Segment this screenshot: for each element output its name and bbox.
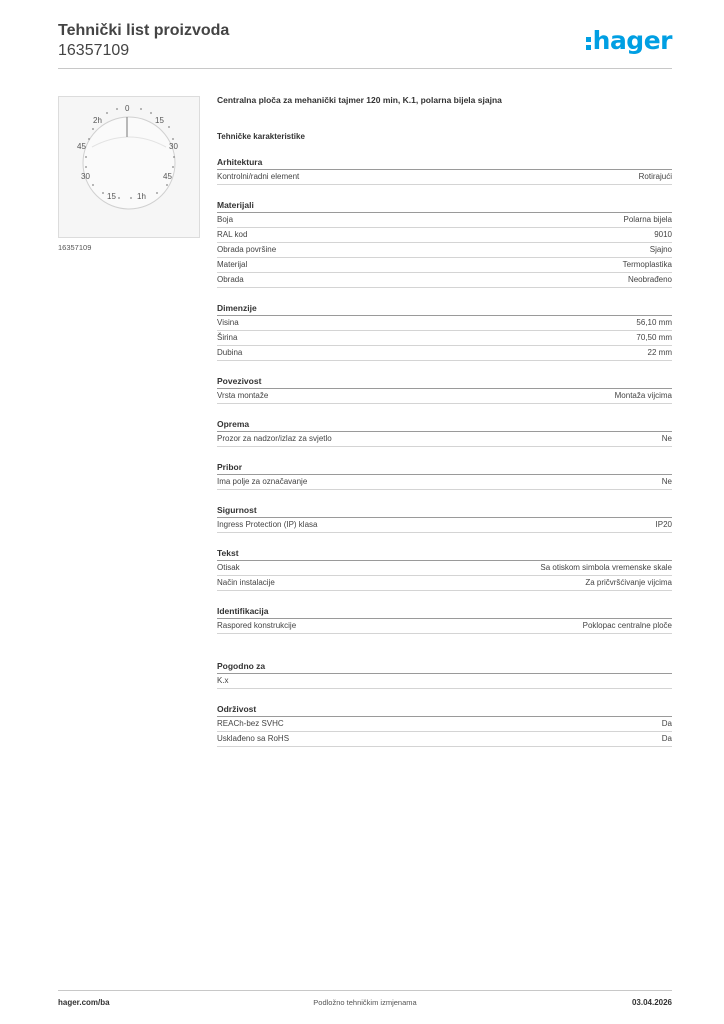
spec-section-title: Oprema — [217, 419, 672, 432]
dial-label-15-right: 15 — [155, 116, 164, 125]
spec-label: Kontrolni/radni element — [217, 172, 300, 181]
spec-section — [217, 606, 672, 634]
spec-section-title: Dimenzije — [217, 303, 672, 316]
spec-value: Sa otiskom simbola vremenske skale — [540, 563, 672, 572]
spec-label: REACh-bez SVHC — [217, 719, 284, 728]
spec-row — [217, 518, 672, 533]
spec-label: Vrsta montaže — [217, 391, 269, 400]
spec-label: RAL kod — [217, 230, 248, 239]
spec-value: Za pričvršćivanje vijcima — [585, 578, 672, 587]
spec-section — [217, 704, 672, 747]
spec-section — [217, 462, 672, 490]
spec-row — [217, 331, 672, 346]
spec-value: Montaža vijcima — [614, 391, 672, 400]
document-footer — [58, 990, 672, 1010]
spec-row — [217, 243, 672, 258]
spec-label: Način instalacije — [217, 578, 275, 587]
spec-row — [217, 170, 672, 185]
spec-row — [217, 576, 672, 591]
spec-row — [217, 674, 672, 689]
spec-section — [217, 419, 672, 447]
technical-characteristics-heading: Tehničke karakteristike — [217, 132, 305, 141]
spec-value: IP20 — [655, 520, 672, 529]
spec-label: Boja — [217, 215, 234, 224]
spec-section-title: Arhitektura — [217, 157, 672, 170]
spec-section-title: Tekst — [217, 548, 672, 561]
timer-dial-illustration — [59, 97, 199, 237]
spec-label: Širina — [217, 333, 238, 342]
spec-section — [217, 157, 672, 185]
spec-row — [217, 273, 672, 288]
spec-label: Obrada — [217, 275, 244, 284]
spec-row — [217, 258, 672, 273]
spec-section-title: Sigurnost — [217, 505, 672, 518]
dial-label-0: 0 — [125, 104, 130, 113]
spec-value: Poklopac centralne ploče — [582, 621, 672, 630]
spec-value: Rotirajući — [638, 172, 672, 181]
spec-value: Termoplastika — [622, 260, 672, 269]
spec-row — [217, 346, 672, 361]
spec-section — [217, 303, 672, 361]
dial-label-1h: 1h — [137, 192, 146, 201]
product-description: Centralna ploča za mehanički tajmer 120 min, K.1, polarna bijela sjajna — [217, 95, 502, 105]
spec-value: 70,50 mm — [636, 333, 672, 342]
spec-section-title: Povezivost — [217, 376, 672, 389]
footer-website: hager.com/ba — [58, 998, 110, 1007]
spec-section-title: Pogodno za — [217, 661, 672, 674]
document-header — [58, 22, 672, 70]
spec-section — [217, 200, 672, 288]
product-number: 16357109 — [58, 42, 130, 59]
spec-value: Sjajno — [649, 245, 672, 254]
spec-label: Materijal — [217, 260, 248, 269]
spec-label: Visina — [217, 318, 239, 327]
dial-label-30-left: 30 — [81, 172, 90, 181]
spec-value: Da — [661, 734, 672, 743]
product-image — [58, 96, 200, 238]
spec-section-title: Održivost — [217, 704, 672, 717]
spec-row — [217, 432, 672, 447]
spec-label: Usklađeno sa RoHS — [217, 734, 290, 743]
specification-content — [217, 95, 672, 747]
spec-row — [217, 732, 672, 747]
spec-value: Da — [661, 719, 672, 728]
logo-colon-icon — [586, 34, 591, 51]
spec-section-title: Identifikacija — [217, 606, 672, 619]
spec-label: K.x — [217, 676, 229, 685]
hager-logo — [586, 26, 672, 55]
spec-section-title: Materijali — [217, 200, 672, 213]
spec-value: 22 mm — [647, 348, 672, 357]
image-caption: 16357109 — [58, 243, 92, 252]
spec-section-title: Pribor — [217, 462, 672, 475]
spec-label: Ima polje za označavanje — [217, 477, 308, 486]
spec-row — [217, 717, 672, 732]
specification-sections — [217, 157, 672, 747]
spec-row — [217, 389, 672, 404]
dial-label-15-bottom: 15 — [107, 192, 116, 201]
header-divider — [58, 68, 672, 69]
dial-label-45-right: 45 — [163, 172, 172, 181]
dial-label-45-left: 45 — [77, 142, 86, 151]
spec-value: 56,10 mm — [636, 318, 672, 327]
spec-label: Ingress Protection (IP) klasa — [217, 520, 318, 529]
dial-label-2h: 2h — [93, 116, 102, 125]
spec-label: Dubina — [217, 348, 243, 357]
spec-section — [217, 548, 672, 591]
dial-label-30-right: 30 — [169, 142, 178, 151]
spec-row — [217, 316, 672, 331]
spec-section — [217, 376, 672, 404]
spec-section — [217, 505, 672, 533]
spec-label: Raspored konstrukcije — [217, 621, 297, 630]
spec-label: Prozor za nadzor/izlaz za svjetlo — [217, 434, 332, 443]
logo-text: hager — [592, 26, 672, 55]
document-title: Tehnički list proizvoda — [58, 22, 230, 39]
spec-row — [217, 228, 672, 243]
spec-value: Ne — [661, 477, 672, 486]
footer-date: 03.04.2026 — [631, 998, 672, 1007]
spec-section — [217, 661, 672, 689]
spec-label: Otisak — [217, 563, 240, 572]
spec-row — [217, 561, 672, 576]
spec-row — [217, 213, 672, 228]
spec-row — [217, 475, 672, 490]
footer-notice: Podložno tehničkim izmjenama — [313, 998, 417, 1007]
spec-value: Neobrađeno — [627, 275, 672, 284]
spec-value: 9010 — [654, 230, 672, 239]
spec-value: Polarna bijela — [623, 215, 672, 224]
spec-value: Ne — [661, 434, 672, 443]
spec-label: Obrada površine — [217, 245, 277, 254]
spec-row — [217, 619, 672, 634]
